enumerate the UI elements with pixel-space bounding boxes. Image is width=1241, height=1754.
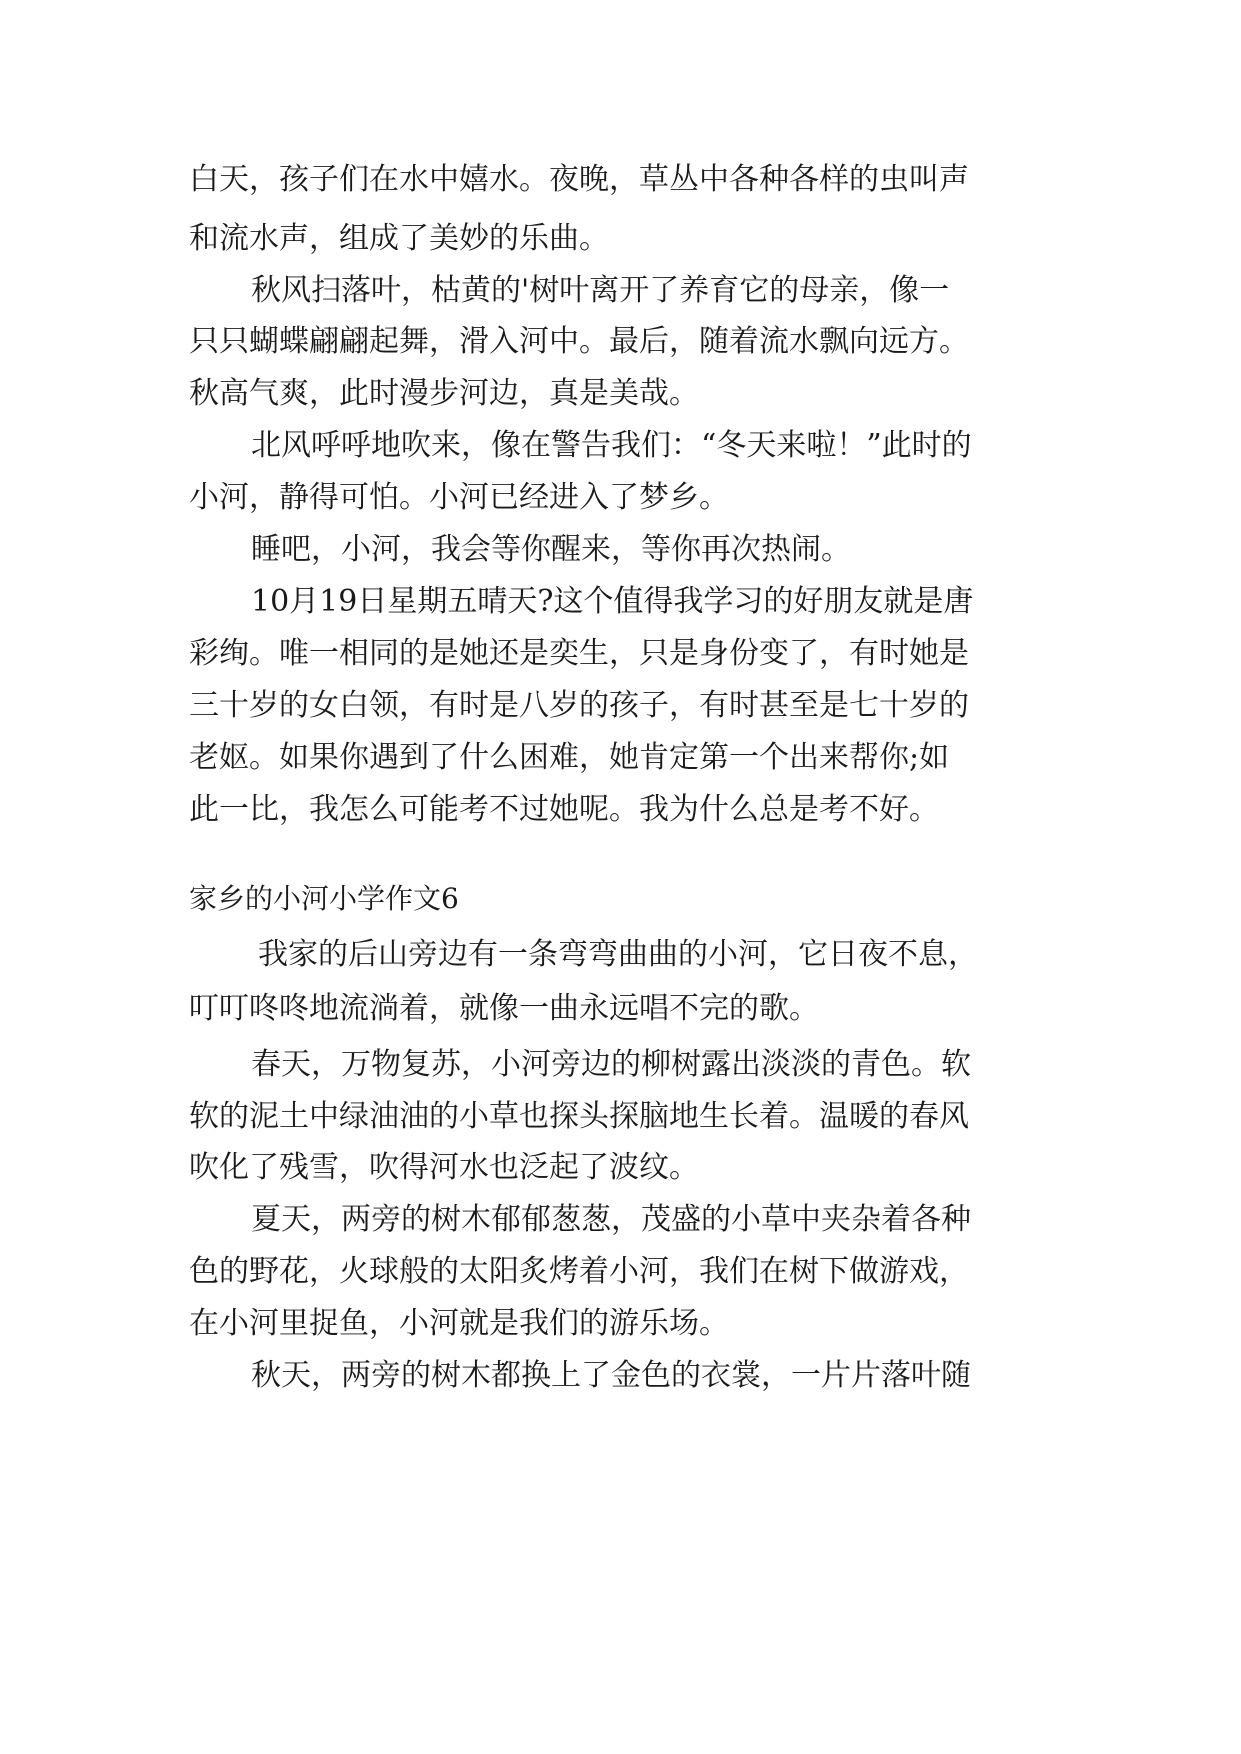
paragraph-line: 老妪。如果你遇到了什么困难，她肯定第一个出来帮你;如 — [189, 740, 950, 775]
paragraph-line: 白天，孩子们在水中嬉水。夜晚，草丛中各种各样的虫叫声 — [189, 162, 969, 197]
paragraph-line: 春天，万物复苏，小河旁边的柳树露出淡淡的青色。软 — [251, 1047, 971, 1082]
paragraph-line: 彩绚。唯一相同的是她还是奕生，只是身份变了，有时她是 — [189, 636, 969, 671]
paragraph-line: 秋天，两旁的树木都换上了金色的衣裳，一片片落叶随 — [251, 1358, 971, 1393]
paragraph-line: 吹化了残雪，吹得河水也泛起了波纹。 — [189, 1150, 699, 1185]
paragraph-line: 三十岁的女白领，有时是八岁的孩子，有时甚至是七十岁的 — [189, 688, 969, 723]
paragraph-line: 在小河里捉鱼，小河就是我们的游乐场。 — [189, 1306, 729, 1341]
paragraph-line: 我家的后山旁边有一条弯弯曲曲的小河，它日夜不息， — [258, 937, 978, 972]
section-title: 家乡的小河小学作文6 — [189, 882, 459, 915]
paragraph-line: 夏天，两旁的树木郁郁葱葱，茂盛的小草中夹杂着各种 — [251, 1202, 971, 1237]
paragraph-line: 秋风扫落叶，枯黄的'树叶离开了养育它的母亲，像一 — [251, 273, 950, 308]
paragraph-line: 北风呼呼地吹来，像在警告我们：“冬天来啦！”此时的 — [251, 428, 972, 463]
paragraph-line: 睡吧，小河，我会等你醒来，等你再次热闹。 — [251, 532, 851, 567]
paragraph-line: 10月19日星期五晴天?这个值得我学习的好朋友就是唐 — [251, 584, 974, 619]
paragraph-line: 小河，静得可怕。小河已经进入了梦乡。 — [189, 480, 729, 515]
paragraph-line: 软的泥土中绿油油的小草也探头探脑地生长着。温暖的春风 — [189, 1099, 969, 1134]
paragraph-line: 叮叮咚咚地流淌着，就像一曲永远唱不完的歌。 — [189, 991, 819, 1026]
paragraph-line: 秋高气爽，此时漫步河边，真是美哉。 — [189, 376, 699, 411]
paragraph-line: 色的野花，火球般的太阳炙烤着小河，我们在树下做游戏， — [189, 1254, 969, 1289]
paragraph-line: 此一比，我怎么可能考不过她呢。我为什么总是考不好。 — [189, 792, 939, 827]
paragraph-line: 只只蝴蝶翩翩起舞，滑入河中。最后，随着流水飘向远方。 — [189, 324, 969, 359]
paragraph-line: 和流水声，组成了美妙的乐曲。 — [189, 221, 609, 256]
